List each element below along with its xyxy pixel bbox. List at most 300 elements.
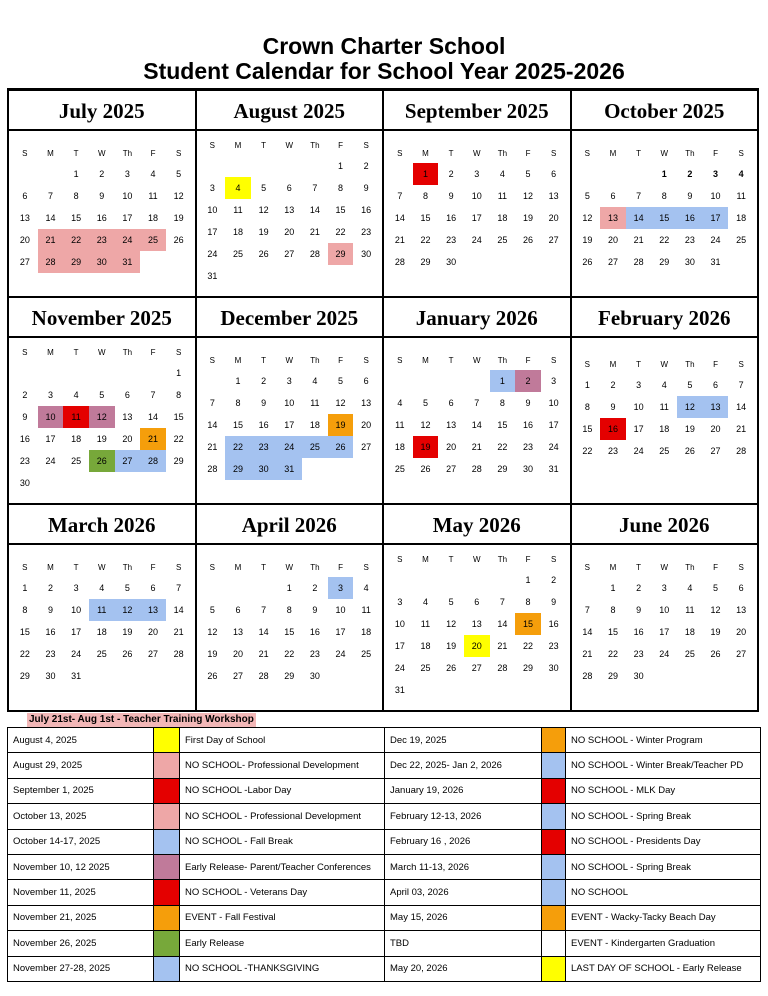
day-cell: 12: [420, 420, 431, 430]
day-cell: 20: [148, 627, 159, 637]
weekday-header: S: [397, 554, 403, 564]
day-cell: 18: [736, 213, 747, 223]
empty-cell: [225, 577, 251, 599]
day-cell: 27: [710, 446, 721, 456]
legend-row: [8, 753, 761, 778]
day-cell-highlighted: 31: [115, 251, 141, 273]
day-cell: 29: [284, 671, 295, 681]
day-cell-highlighted: 31: [276, 458, 302, 480]
empty-cell: [89, 362, 115, 384]
day-cell: 3: [47, 390, 53, 400]
day-cell: 22: [497, 442, 508, 452]
day-cell: 21: [497, 641, 508, 651]
legend-row: [8, 854, 761, 879]
day-cell: 28: [497, 663, 508, 673]
day-cell: 10: [633, 402, 644, 412]
day-cell: 5: [422, 398, 428, 408]
day-cell: 25: [361, 649, 372, 659]
day-cell: 9: [22, 412, 28, 422]
legend-date: August 29, 2025: [8, 753, 154, 778]
day-cell: 11: [420, 619, 431, 629]
day-cell: 3: [209, 183, 215, 193]
legend-description: NO SCHOOL - Professional Development: [180, 804, 385, 829]
day-cell: 7: [261, 605, 267, 615]
legend-description: LAST DAY OF SCHOOL - Early Release: [566, 956, 761, 981]
day-cell: 6: [363, 376, 369, 386]
day-cell: 2: [610, 380, 616, 390]
day-cell: 12: [335, 398, 346, 408]
day-cell: 2: [448, 169, 454, 179]
weekday-header: F: [525, 355, 531, 365]
day-cell: 11: [361, 605, 371, 615]
day-cell: 16: [96, 213, 107, 223]
empty-cell: [464, 370, 490, 392]
weekday-header: Th: [310, 562, 320, 572]
day-cell: 21: [633, 235, 644, 245]
weekday-header: Th: [685, 359, 695, 369]
day-cell: 28: [309, 249, 320, 259]
day-cell: 12: [523, 191, 534, 201]
legend-description: NO SCHOOL -THANKSGIVING: [180, 956, 385, 981]
weekday-header: S: [738, 562, 744, 572]
empty-cell: [677, 665, 703, 687]
day-cell: 20: [361, 420, 372, 430]
legend-description: EVENT - Kindergarten Graduation: [566, 931, 761, 956]
day-cell: 17: [548, 420, 559, 430]
legend-row: [8, 931, 761, 956]
day-cell: 30: [684, 257, 695, 267]
empty-cell: [515, 679, 541, 701]
day-cell: 21: [582, 649, 593, 659]
day-cell: 10: [71, 605, 82, 615]
month-march-2026: [9, 505, 197, 712]
day-cell: 14: [173, 605, 184, 615]
day-cell: 22: [582, 446, 593, 456]
weekday-header: W: [660, 562, 669, 572]
day-cell-highlighted: 26: [328, 436, 354, 458]
legend-swatch: [542, 905, 566, 930]
weekday-header: M: [422, 355, 429, 365]
day-cell: 19: [446, 641, 457, 651]
legend-date: August 4, 2025: [8, 728, 154, 753]
day-cell: 30: [446, 257, 457, 267]
month-title: May 2026: [384, 505, 570, 545]
day-cell: 17: [122, 213, 133, 223]
weekday-header: S: [584, 148, 590, 158]
empty-cell: [464, 569, 490, 591]
weekday-header: T: [636, 359, 642, 369]
day-cell: 18: [148, 213, 159, 223]
day-cell-highlighted: 24: [115, 229, 141, 251]
day-cell: 31: [394, 685, 405, 695]
day-cell-highlighted: 30: [251, 458, 277, 480]
month-grid: [7, 88, 759, 712]
empty-cell: [200, 155, 226, 177]
legend-swatch: [154, 956, 180, 981]
day-cell: 17: [471, 213, 482, 223]
month-june-2026: [572, 505, 760, 712]
day-cell: 15: [497, 420, 508, 430]
month-september-2025: [384, 91, 572, 298]
day-cell: 22: [173, 434, 184, 444]
empty-cell: [413, 679, 439, 701]
day-cell: 27: [232, 671, 243, 681]
day-cell: 18: [659, 424, 670, 434]
weekday-header: T: [73, 148, 79, 158]
empty-cell: [251, 265, 277, 287]
day-cell: 20: [122, 434, 133, 444]
weekday-header: M: [47, 347, 54, 357]
day-cell: 6: [474, 597, 480, 607]
empty-cell: [387, 163, 413, 185]
legend-date: November 27-28, 2025: [8, 956, 154, 981]
empty-cell: [728, 251, 754, 273]
legend-date: Dec 22, 2025- Jan 2, 2026: [385, 753, 542, 778]
school-name: Crown Charter School: [262, 33, 506, 59]
day-cell: 14: [582, 627, 593, 637]
day-cell: 23: [523, 442, 534, 452]
day-cell: 12: [207, 627, 218, 637]
day-cell: 4: [687, 583, 693, 593]
legend-row: [8, 956, 761, 981]
day-cell-highlighted: 1: [490, 370, 516, 392]
empty-cell: [251, 577, 277, 599]
day-cell: 7: [738, 380, 744, 390]
empty-cell: [490, 251, 516, 273]
day-cell-highlighted: 24: [276, 436, 302, 458]
day-cell: 2: [22, 390, 28, 400]
empty-cell: [438, 569, 464, 591]
day-cell: 11: [685, 605, 695, 615]
day-cell-highlighted: 11: [89, 599, 115, 621]
weekday-header: S: [584, 562, 590, 572]
empty-cell: [302, 155, 328, 177]
day-cell: 24: [659, 649, 670, 659]
weekday-header: S: [209, 355, 215, 365]
legend-date: May 15, 2026: [385, 905, 542, 930]
day-cell: 3: [286, 376, 292, 386]
day-cell: 24: [335, 649, 346, 659]
day-cell: 28: [394, 257, 405, 267]
empty-cell: [387, 370, 413, 392]
legend-description: Early Release- Parent/Teacher Conferences: [180, 854, 385, 879]
day-cell: 31: [710, 257, 721, 267]
empty-cell: [541, 679, 567, 701]
day-cell: 24: [710, 235, 721, 245]
legend-row: [8, 728, 761, 753]
month-april-2026: [197, 505, 385, 712]
day-cell: 13: [122, 412, 133, 422]
day-cell: 29: [659, 257, 670, 267]
day-cell: 29: [173, 456, 184, 466]
day-cell: 10: [335, 605, 346, 615]
day-cell: 1: [338, 161, 344, 171]
day-cell: 18: [497, 213, 508, 223]
day-cell: 13: [284, 205, 295, 215]
day-cell: 7: [636, 191, 642, 201]
day-cell: 20: [232, 649, 243, 659]
weekday-header: Th: [685, 148, 695, 158]
legend-row: [8, 804, 761, 829]
day-cell: 18: [232, 227, 243, 237]
day-cell: 28: [173, 649, 184, 659]
day-cell: 9: [551, 597, 557, 607]
day-cell: 10: [394, 619, 405, 629]
empty-cell: [302, 265, 328, 287]
day-cell: 8: [584, 402, 590, 412]
legend-date: April 03, 2026: [385, 880, 542, 905]
day-cell: 15: [284, 627, 295, 637]
day-cell: 11: [233, 205, 243, 215]
weekday-header: S: [738, 359, 744, 369]
weekday-header: W: [472, 355, 481, 365]
day-cell: 4: [738, 169, 744, 179]
day-cell: 16: [19, 434, 30, 444]
empty-cell: [140, 665, 166, 687]
day-cell: 25: [736, 235, 747, 245]
day-cell: 2: [47, 583, 53, 593]
day-cell: 9: [99, 191, 105, 201]
calendar-header: [0, 34, 768, 84]
weekday-header: W: [97, 148, 106, 158]
month-title: July 2025: [9, 91, 195, 131]
day-cell: 1: [286, 583, 292, 593]
day-cell: 16: [523, 420, 534, 430]
day-cell: 5: [448, 597, 454, 607]
day-cell: 20: [548, 213, 559, 223]
day-cell: 8: [22, 605, 28, 615]
day-cell: 11: [659, 402, 669, 412]
day-cell: 16: [633, 627, 644, 637]
legend-swatch: [542, 753, 566, 778]
day-cell: 7: [397, 191, 403, 201]
day-cell: 4: [99, 583, 105, 593]
legend-date: November 11, 2025: [8, 880, 154, 905]
day-cell: 8: [286, 605, 292, 615]
day-cell: 31: [548, 464, 559, 474]
month-january-2026: [384, 298, 572, 505]
month-title: March 2026: [9, 505, 195, 545]
weekday-header: T: [73, 347, 79, 357]
day-cell: 26: [207, 671, 218, 681]
weekday-header: S: [22, 562, 28, 572]
empty-cell: [438, 679, 464, 701]
day-cell: 2: [363, 161, 369, 171]
day-cell-highlighted: 15: [651, 207, 677, 229]
day-cell: 20: [607, 235, 618, 245]
day-cell-highlighted: 16: [600, 418, 626, 440]
day-cell: 14: [471, 420, 482, 430]
day-cell: 20: [710, 424, 721, 434]
day-cell: 26: [684, 446, 695, 456]
day-cell: 6: [713, 380, 719, 390]
day-cell: 31: [71, 671, 82, 681]
day-cell: 30: [633, 671, 644, 681]
weekday-header: T: [448, 148, 454, 158]
legend-date: October 13, 2025: [8, 804, 154, 829]
day-cell-highlighted: 13: [140, 599, 166, 621]
day-cell-highlighted: 22: [225, 436, 251, 458]
day-cell: 7: [499, 597, 505, 607]
weekday-header: F: [525, 148, 531, 158]
legend-row: [8, 829, 761, 854]
weekday-header: M: [47, 562, 54, 572]
day-cell: 21: [207, 442, 218, 452]
weekday-header: W: [472, 148, 481, 158]
month-title: April 2026: [197, 505, 383, 545]
day-cell: 26: [173, 235, 184, 245]
empty-cell: [200, 370, 226, 392]
month-title: January 2026: [384, 298, 570, 338]
weekday-header: Th: [685, 562, 695, 572]
day-cell: 12: [710, 605, 721, 615]
legend-swatch: [154, 829, 180, 854]
legend-description: NO SCHOOL - Winter Program: [566, 728, 761, 753]
day-cell: 5: [99, 390, 105, 400]
day-cell: 18: [361, 627, 372, 637]
empty-cell: [438, 370, 464, 392]
weekday-header: W: [97, 562, 106, 572]
weekday-header: S: [584, 359, 590, 369]
day-cell: 27: [446, 464, 457, 474]
day-cell-highlighted: 23: [89, 229, 115, 251]
day-cell: 11: [310, 398, 320, 408]
day-cell: 10: [471, 191, 482, 201]
day-cell: 4: [150, 169, 156, 179]
day-cell: 4: [397, 398, 403, 408]
day-cell: 8: [235, 398, 241, 408]
legend-swatch: [542, 931, 566, 956]
empty-cell: [115, 362, 141, 384]
day-cell: 12: [582, 213, 593, 223]
day-cell: 25: [232, 249, 243, 259]
weekday-header: S: [363, 140, 369, 150]
day-cell: 3: [661, 583, 667, 593]
day-cell: 19: [173, 213, 184, 223]
month-days: [12, 342, 192, 494]
month-days: [200, 557, 380, 687]
weekday-header: W: [660, 148, 669, 158]
day-cell: 13: [361, 398, 372, 408]
day-cell: 24: [207, 249, 218, 259]
empty-cell: [464, 679, 490, 701]
day-cell: 25: [96, 649, 107, 659]
day-cell: 11: [497, 191, 508, 201]
weekday-header: S: [22, 148, 28, 158]
weekday-header: S: [175, 347, 182, 357]
day-cell: 16: [309, 627, 320, 637]
day-cell: 7: [209, 398, 215, 408]
legend-swatch: [542, 854, 566, 879]
empty-cell: [63, 362, 89, 384]
day-cell: 26: [446, 663, 457, 673]
day-cell: 13: [471, 619, 482, 629]
day-cell-highlighted: 2: [515, 370, 541, 392]
day-cell: 15: [173, 412, 184, 422]
day-cell: 25: [71, 456, 82, 466]
weekday-header: S: [209, 562, 215, 572]
month-title: October 2025: [572, 91, 758, 131]
empty-cell: [328, 665, 354, 687]
month-title: September 2025: [384, 91, 570, 131]
weekday-header: Th: [310, 355, 320, 365]
empty-cell: [328, 458, 354, 480]
day-cell: 2: [312, 583, 318, 593]
day-cell-highlighted: 12: [89, 406, 115, 428]
day-cell: 14: [497, 619, 508, 629]
empty-cell: [166, 472, 192, 494]
legend-date: November 10, 12 2025: [8, 854, 154, 879]
day-cell: 27: [607, 257, 618, 267]
weekday-header: M: [609, 359, 617, 369]
legend-description: EVENT - Wacky-Tacky Beach Day: [566, 905, 761, 930]
day-cell: 25: [684, 649, 695, 659]
day-cell: 3: [73, 583, 79, 593]
day-cell-highlighted: 21: [38, 229, 64, 251]
day-cell: 6: [124, 390, 130, 400]
day-cell: 24: [471, 235, 482, 245]
day-cell: 21: [258, 649, 269, 659]
legend-swatch: [154, 880, 180, 905]
weekday-header: M: [422, 148, 429, 158]
weekday-header: W: [285, 140, 294, 150]
legend-description: EVENT - Fall Festival: [180, 905, 385, 930]
month-days: [387, 143, 567, 273]
empty-cell: [140, 362, 166, 384]
day-cell: 6: [150, 583, 156, 593]
legend-swatch: [154, 854, 180, 879]
empty-cell: [63, 472, 89, 494]
day-cell: 23: [446, 235, 457, 245]
day-cell: 4: [422, 597, 428, 607]
empty-cell: [515, 251, 541, 273]
day-cell: 26: [420, 464, 431, 474]
day-cell: 15: [335, 205, 346, 215]
day-cell: 15: [19, 627, 30, 637]
day-cell: 12: [446, 619, 457, 629]
day-cell: 7: [47, 191, 53, 201]
month-days: [387, 350, 567, 480]
day-cell: 13: [446, 420, 457, 430]
day-cell: 28: [207, 464, 218, 474]
day-cell-highlighted: 12: [677, 396, 703, 418]
day-cell: 25: [497, 235, 508, 245]
day-cell: 9: [47, 605, 53, 615]
day-cell: 10: [548, 398, 559, 408]
weekday-header: W: [97, 347, 106, 357]
empty-cell: [89, 472, 115, 494]
legend-row: [8, 880, 761, 905]
day-cell: 19: [710, 627, 721, 637]
day-cell: 13: [232, 627, 243, 637]
month-november-2025: [9, 298, 197, 505]
legend-swatch: [154, 753, 180, 778]
empty-cell: [353, 265, 379, 287]
weekday-header: M: [234, 562, 242, 572]
day-cell-highlighted: 12: [115, 599, 141, 621]
empty-cell: [413, 569, 439, 591]
day-cell: 10: [710, 191, 721, 201]
empty-cell: [490, 679, 516, 701]
day-cell-highlighted: 30: [89, 251, 115, 273]
day-cell: 21: [471, 442, 482, 452]
month-may-2026: [384, 505, 572, 712]
empty-cell: [115, 665, 141, 687]
month-days: [200, 135, 380, 287]
legend-description: Early Release: [180, 931, 385, 956]
legend-description: NO SCHOOL - Veterans Day: [180, 880, 385, 905]
day-cell: 23: [607, 446, 618, 456]
